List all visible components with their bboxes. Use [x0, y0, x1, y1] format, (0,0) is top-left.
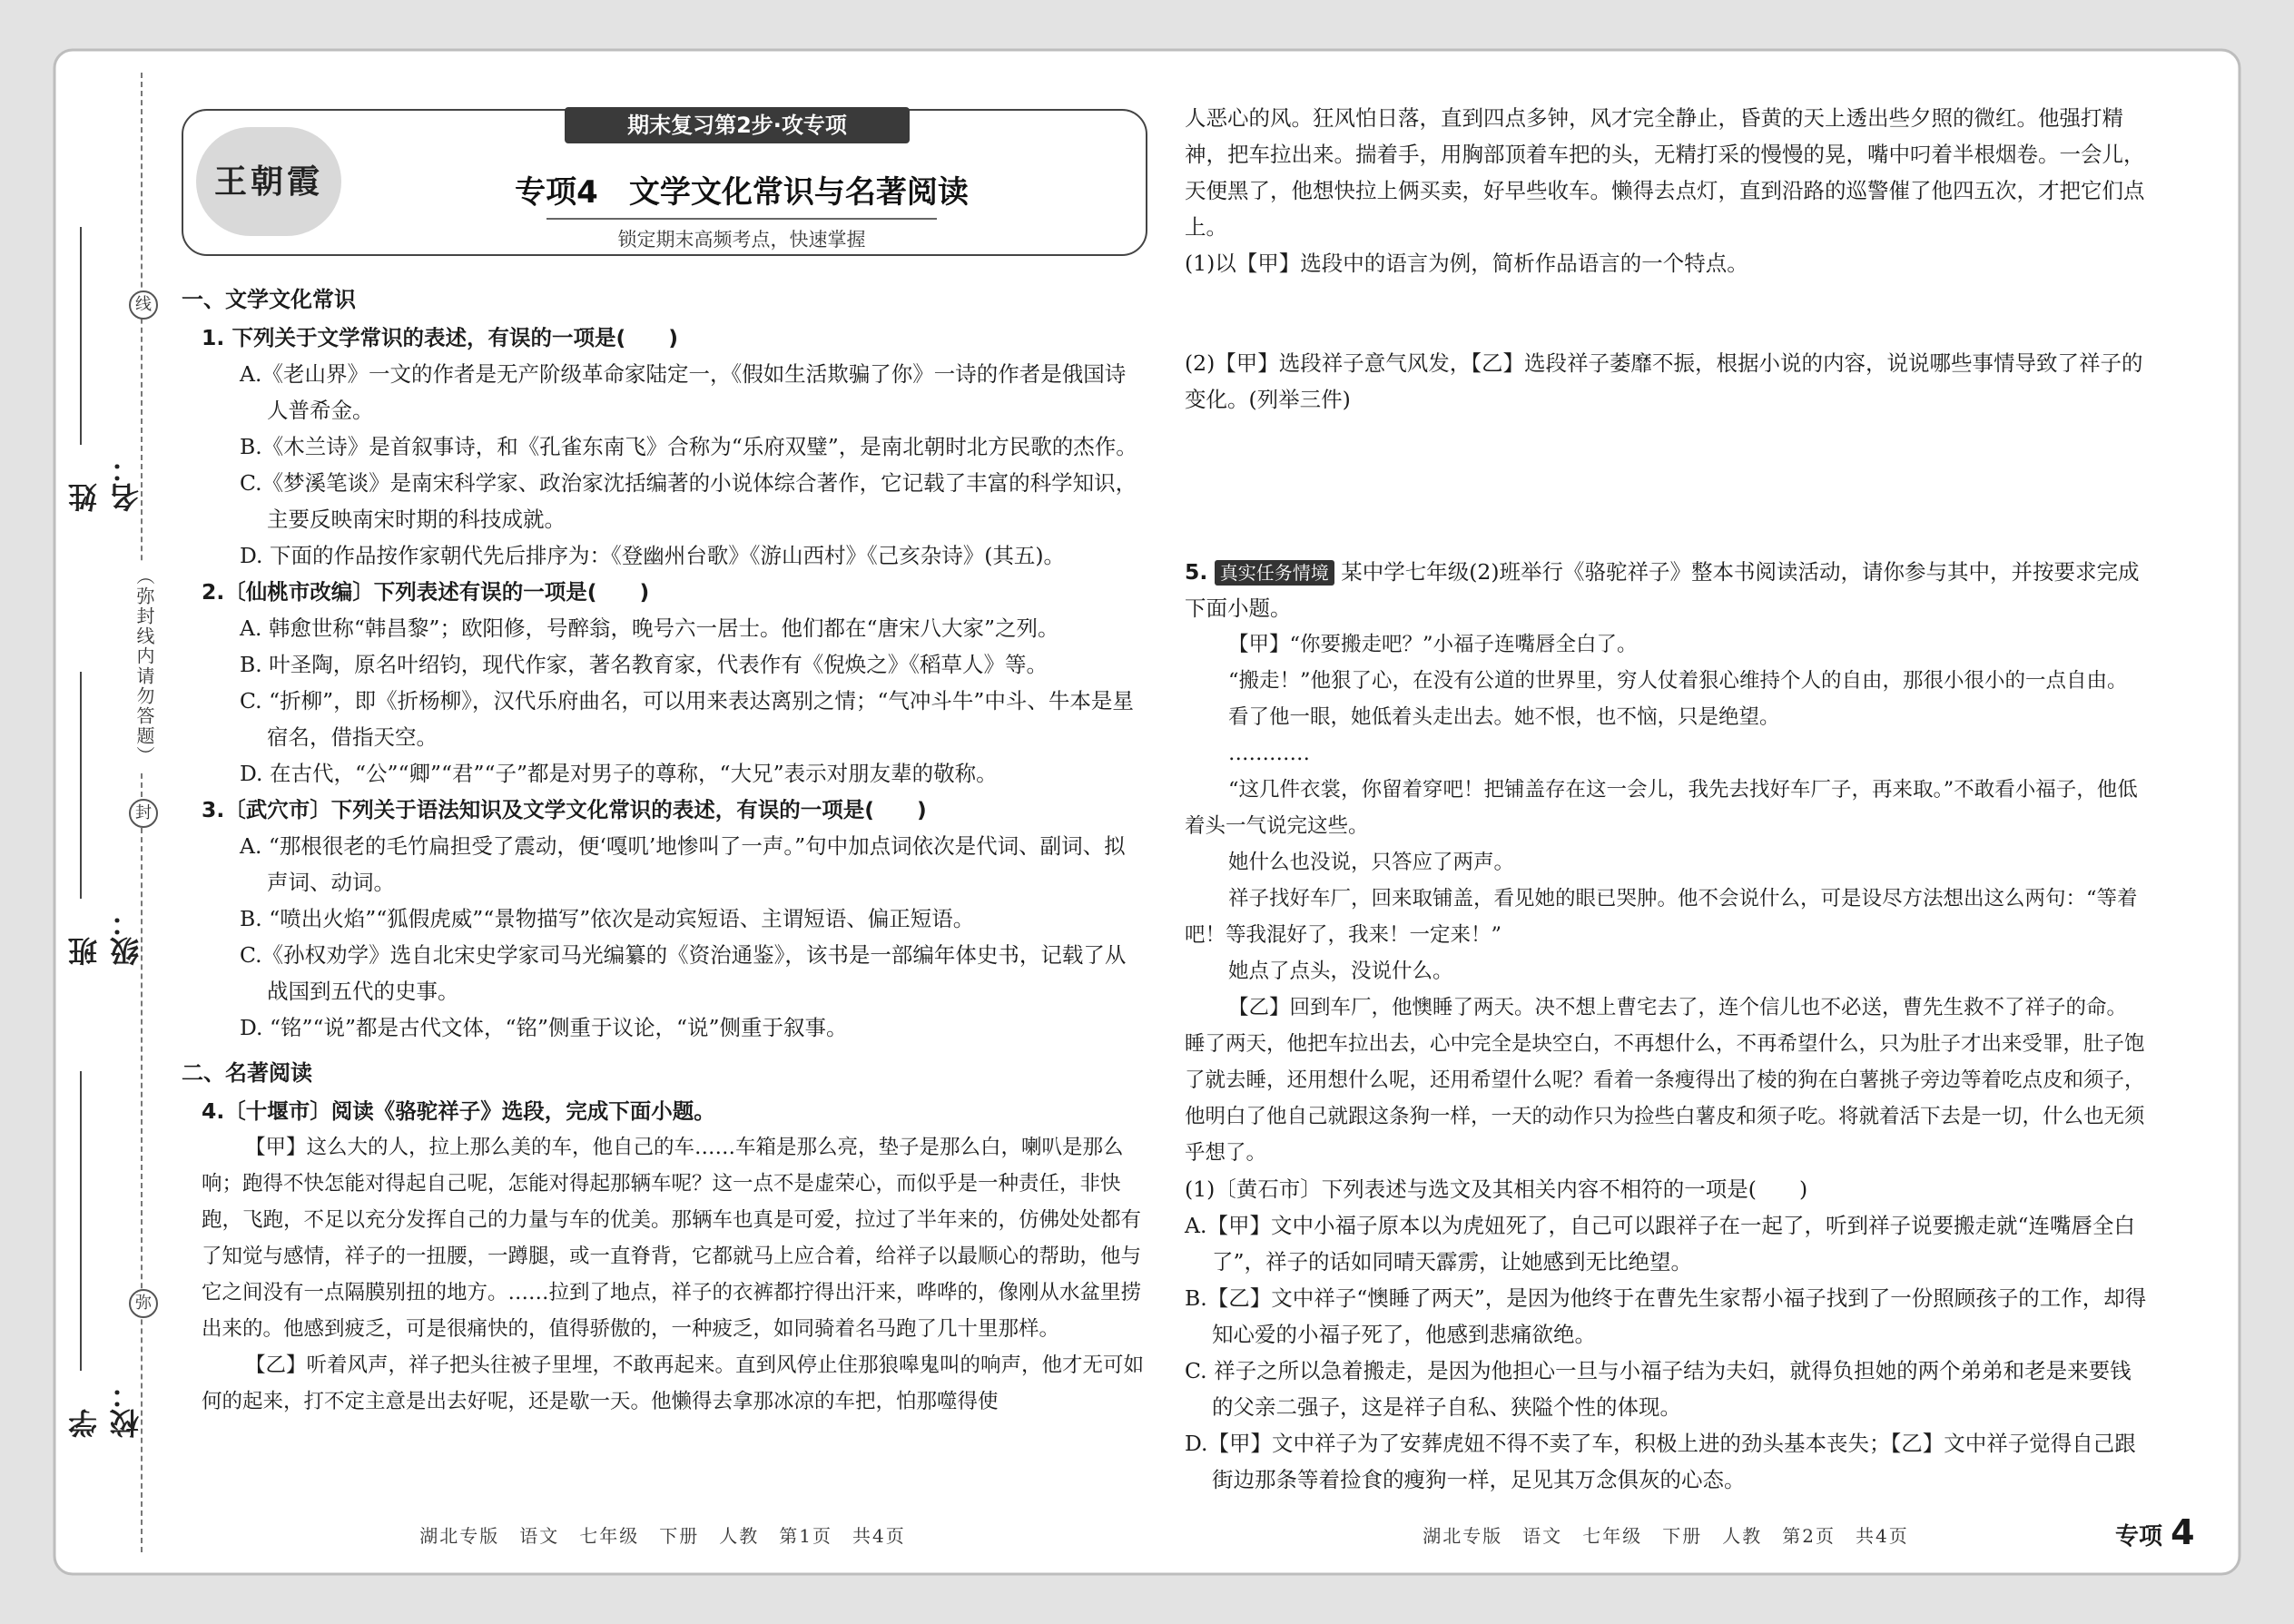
page-subtitle: 锁定期末高频考点，快速掌握	[546, 218, 937, 252]
q2-option-b[interactable]: B. 叶圣陶，原名叶绍钧，现代作家，著名教育家，代表作有《倪焕之》《稻草人》等。	[240, 652, 1048, 677]
q5-option-c[interactable]: C. 祥子之所以急着搬走，是因为他担心一旦与小福子结为夫妇，就得负担她的两个弟弟和老是来要钱的父亲二强子，这是祥子自私、狭隘个性的体现。	[1185, 1358, 2132, 1420]
q3-option-d[interactable]: D. “铭”“说”都是古代文体，“铭”侧重于议论，“说”侧重于叙事。	[240, 1015, 848, 1040]
q1-option-d[interactable]: D. 下面的作品按作家朝代先后排序为：《登幽州台歌》《游山西村》《己亥杂诗》(其五)。	[240, 543, 1066, 568]
task-scenario-tag: 真实任务情境	[1215, 560, 1334, 586]
question-5-number: 5.	[1185, 559, 1208, 585]
q3-option-a[interactable]: A. “那根很老的毛竹扁担受了震动，便‘嘎叽’地惨叫了一声。”句中加点词依次是代词、副词、拟声词、动词。	[240, 833, 1126, 895]
question-4	[202, 1093, 1144, 1420]
q5-passage-p6: 她什么也没说，只答应了两声。	[1228, 851, 1515, 874]
class-label: 班级：	[67, 908, 143, 966]
name-line	[80, 227, 82, 445]
topic-label: 专项	[2115, 1523, 2163, 1550]
q5-passage-p8: 她点了点头，没说什么。	[1228, 960, 1453, 983]
left-page	[109, 64, 1207, 1560]
q2-option-d[interactable]: D. 在古代，“公”“卿”“君”“子”都是对男子的尊称，“大兄”表示对朋友辈的敬称。	[240, 761, 998, 786]
q1-option-b[interactable]: B.《木兰诗》是首叙事诗，和《孔雀东南飞》合称为“乐府双璧”，是南北朝时北方民歌的杰作。	[240, 434, 1137, 459]
q5-passage-p7: 祥子找好车厂，回来取铺盖，看见她的眼已哭肿。他不会说什么，可是设尽方法想出这么两句：“等着吧！等我混好了，我来！一定来！”	[1185, 887, 2138, 947]
page-title: 专项4 文学文化常识与名著阅读	[515, 174, 969, 211]
section-1-heading: 一、文学文化常识	[182, 287, 356, 312]
q5-passage-p9: 【乙】回到车厂，他懊睡了两天。决不想上曹宅去了，连个信儿也不必送，曹先生救不了祥子的命。睡了两天，他把车拉出去，心中完全是块空白，不再想什么，不再希望什么，只为肚子才出来受罪，肚子饱了就去睡，还用想什么呢，还用希望什么呢？看着一条瘦得出了棱的狗在白薯挑子旁边等着吃点皮和须子，他明白了他自己就跟这条狗一样，一天的动作只为捡些白薯皮和须子吃。将就着活下去是一切，什么也无须乎想了。	[1185, 996, 2145, 1165]
left-content	[182, 278, 1144, 1420]
school-label: 学校：	[67, 1380, 143, 1438]
seal-mi: 弥	[129, 1289, 158, 1318]
q5-passage-p5: “这几件衣裳，你留着穿吧！把铺盖存在这一会儿，我先去找好车厂子，再来取。”不敢看小福子，他低着头一气说完这些。	[1185, 778, 2138, 838]
brand-logo: 王朝霞	[196, 127, 341, 236]
q5-passage-p2: “搬走！”他狠了心，在没有公道的世界里，穷人仗着狠心维持个人的自由，那很小很小的一点自由。	[1228, 669, 2128, 693]
question-5-stem-line	[1185, 554, 2147, 626]
question-2-stem: 2.〔仙桃市改编〕下列表述有误的一项是( )	[202, 579, 650, 605]
q5-passage-p3: 看了他一眼，她低着头走出去。她不恨，也不恼，只是绝望。	[1228, 705, 1780, 729]
class-line	[80, 672, 82, 899]
q1-option-c[interactable]: C.《梦溪笔谈》是南宋科学家、政治家沈括编著的小说体综合著作，它记载了丰富的科学知识，主要反映南宋时期的科技成就。	[240, 470, 1137, 532]
q2-option-a[interactable]: A. 韩愈世称“韩昌黎”；欧阳修，号醉翁，晚号六一居士。他们都在“唐宋八大家”之列。	[240, 615, 1059, 641]
section-2-heading: 二、名著阅读	[182, 1060, 312, 1086]
question-3	[202, 792, 1144, 1046]
q5-option-d[interactable]: D.【甲】文中祥子为了安葬虎妞不得不卖了车，积极上进的劲头基本丧失；【乙】文中祥子觉得自己跟街边那条等着捡食的瘦狗一样，足见其万念俱灰的心态。	[1185, 1431, 2136, 1492]
header-box	[182, 109, 1147, 256]
q4-sub1: (1)以【甲】选段中的语言为例，简析作品语言的一个特点。	[1185, 251, 1748, 276]
topic-page-tag	[2115, 1512, 2195, 1552]
q2-option-c[interactable]: C. “折柳”，即《折杨柳》，汉代乐府曲名，可以用来表达离别之情；“气冲斗牛”中斗、牛本是星宿名，借指天空。	[240, 688, 1134, 750]
seal-xian: 线	[129, 290, 158, 320]
left-footer: 湖北专版 语文 七年级 下册 人教 第1页 共4页	[419, 1525, 906, 1547]
question-1-stem: 1. 下列关于文学常识的表述，有误的一项是( )	[202, 325, 678, 350]
question-3-stem: 3.〔武穴市〕下列关于语法知识及文学文化常识的表述，有误的一项是( )	[202, 797, 927, 822]
passage-jia: 【甲】这么大的人，拉上那么美的车，他自己的车……车箱是那么亮，垫子是那么白，喇叭是那么响；跑得不快怎能对得起自己呢，怎能对得起那辆车呢？这一点不是虚荣心，而似乎是一种责任，非快跑，飞跑，不足以充分发挥自己的力量与车的优美。那辆车也真是可爱，拉过了半年来的，仿佛处处都有了知觉与感情，祥子的一扭腰，一蹲腿，或一直脊背，它都就马上应合着，给祥子以最顺心的帮助，他与它之间没有一点隔膜别扭的地方。……拉到了地点，祥子的衣裤都拧得出汗来，哗哗的，像刚从水盆里捞出来的。他感到疲乏，可是很痛快的，值得骄傲的，一种疲乏，如同骑着名马跑了几十里那样。	[202, 1136, 1142, 1341]
name-label: 姓名：	[67, 454, 143, 512]
q5-passage-ellipsis: …………	[1228, 742, 1310, 765]
question-5-stem: 某中学七年级(2)班举行《骆驼祥子》整本书阅读活动，请你参与其中，并按要求完成下面小题。	[1185, 559, 2140, 621]
right-footer: 湖北专版 语文 七年级 下册 人教 第2页 共4页	[1423, 1525, 1909, 1547]
q5-passage-p1: 【甲】“你要搬走吧？”小福子连嘴唇全白了。	[1228, 633, 1638, 656]
school-line	[80, 1071, 82, 1371]
question-2	[202, 574, 1144, 792]
step-banner: 期末复习第2步·攻专项	[565, 107, 910, 143]
q4-sub1-answer-space[interactable]	[1185, 281, 2147, 345]
q3-option-c[interactable]: C.《孙权劝学》选自北宋史学家司马光编纂的《资治通鉴》，该书是一部编年体史书，记载了从战国到五代的史事。	[240, 942, 1127, 1004]
q4-sub2-answer-space[interactable]	[1185, 418, 2147, 554]
q1-option-a[interactable]: A.《老山界》一文的作者是无产阶级革命家陆定一，《假如生活欺骗了你》一诗的作者是俄国诗人普希金。	[240, 361, 1127, 423]
question-4-stem: 4.〔十堰市〕阅读《骆驼祥子》选段，完成下面小题。	[202, 1098, 715, 1124]
q5-sub1-stem: (1)〔黄石市〕下列表述与选文及其相关内容不相符的一项是( )	[1185, 1176, 1808, 1202]
question-1	[202, 320, 1144, 574]
right-page	[1167, 64, 2265, 1560]
no-answer-note: （弥封线内请勿答题）	[132, 563, 158, 770]
question-5	[1185, 554, 2147, 1498]
q5-option-b[interactable]: B.【乙】文中祥子“懊睡了两天”，是因为他终于在曹先生家帮小福子找到了一份照顾孩子的工作，却得知心爱的小福子死了，他感到悲痛欲绝。	[1185, 1285, 2147, 1347]
right-content	[1185, 100, 2147, 1498]
q5-option-a[interactable]: A.【甲】文中小福子原本以为虎妞死了，自己可以跟祥子在一起了，听到祥子说要搬走就“连嘴唇全白了”，祥子的话如同晴天霹雳，让她感到无比绝望。	[1185, 1213, 2135, 1275]
passage-yi: 【乙】听着风声，祥子把头往被子里埋，不敢再起来。直到风停止住那狼嗥鬼叫的响声，他才无可如何的起来，打不定主意是出去好呢，还是歇一天。他懒得去拿那冰凉的车把，怕那噬得使	[202, 1353, 1145, 1413]
seal-feng: 封	[129, 799, 158, 828]
q3-option-b[interactable]: B. “喷出火焰”“狐假虎威”“景物描写”依次是动宾短语、主谓短语、偏正短语。	[240, 906, 975, 931]
topic-number: 4	[2171, 1512, 2195, 1552]
q4-sub2: (2)【甲】选段祥子意气风发，【乙】选段祥子萎靡不振，根据小说的内容，说说哪些事情导致了祥子的变化。(列举三件)	[1185, 350, 2143, 412]
passage-yi-continued: 人恶心的风。狂风怕日落，直到四点多钟，风才完全静止，昏黄的天上透出些夕照的微红。他强打精神，把车拉出来。揣着手，用胸部顶着车把的头，无精打采的慢慢的晃，嘴中叼着半根烟卷。一会儿，天便黑了，他想快拉上俩买卖，好早些收车。懒得去点灯，直到沿路的巡警催了他四五次，才把它们点上。	[1185, 105, 2145, 240]
